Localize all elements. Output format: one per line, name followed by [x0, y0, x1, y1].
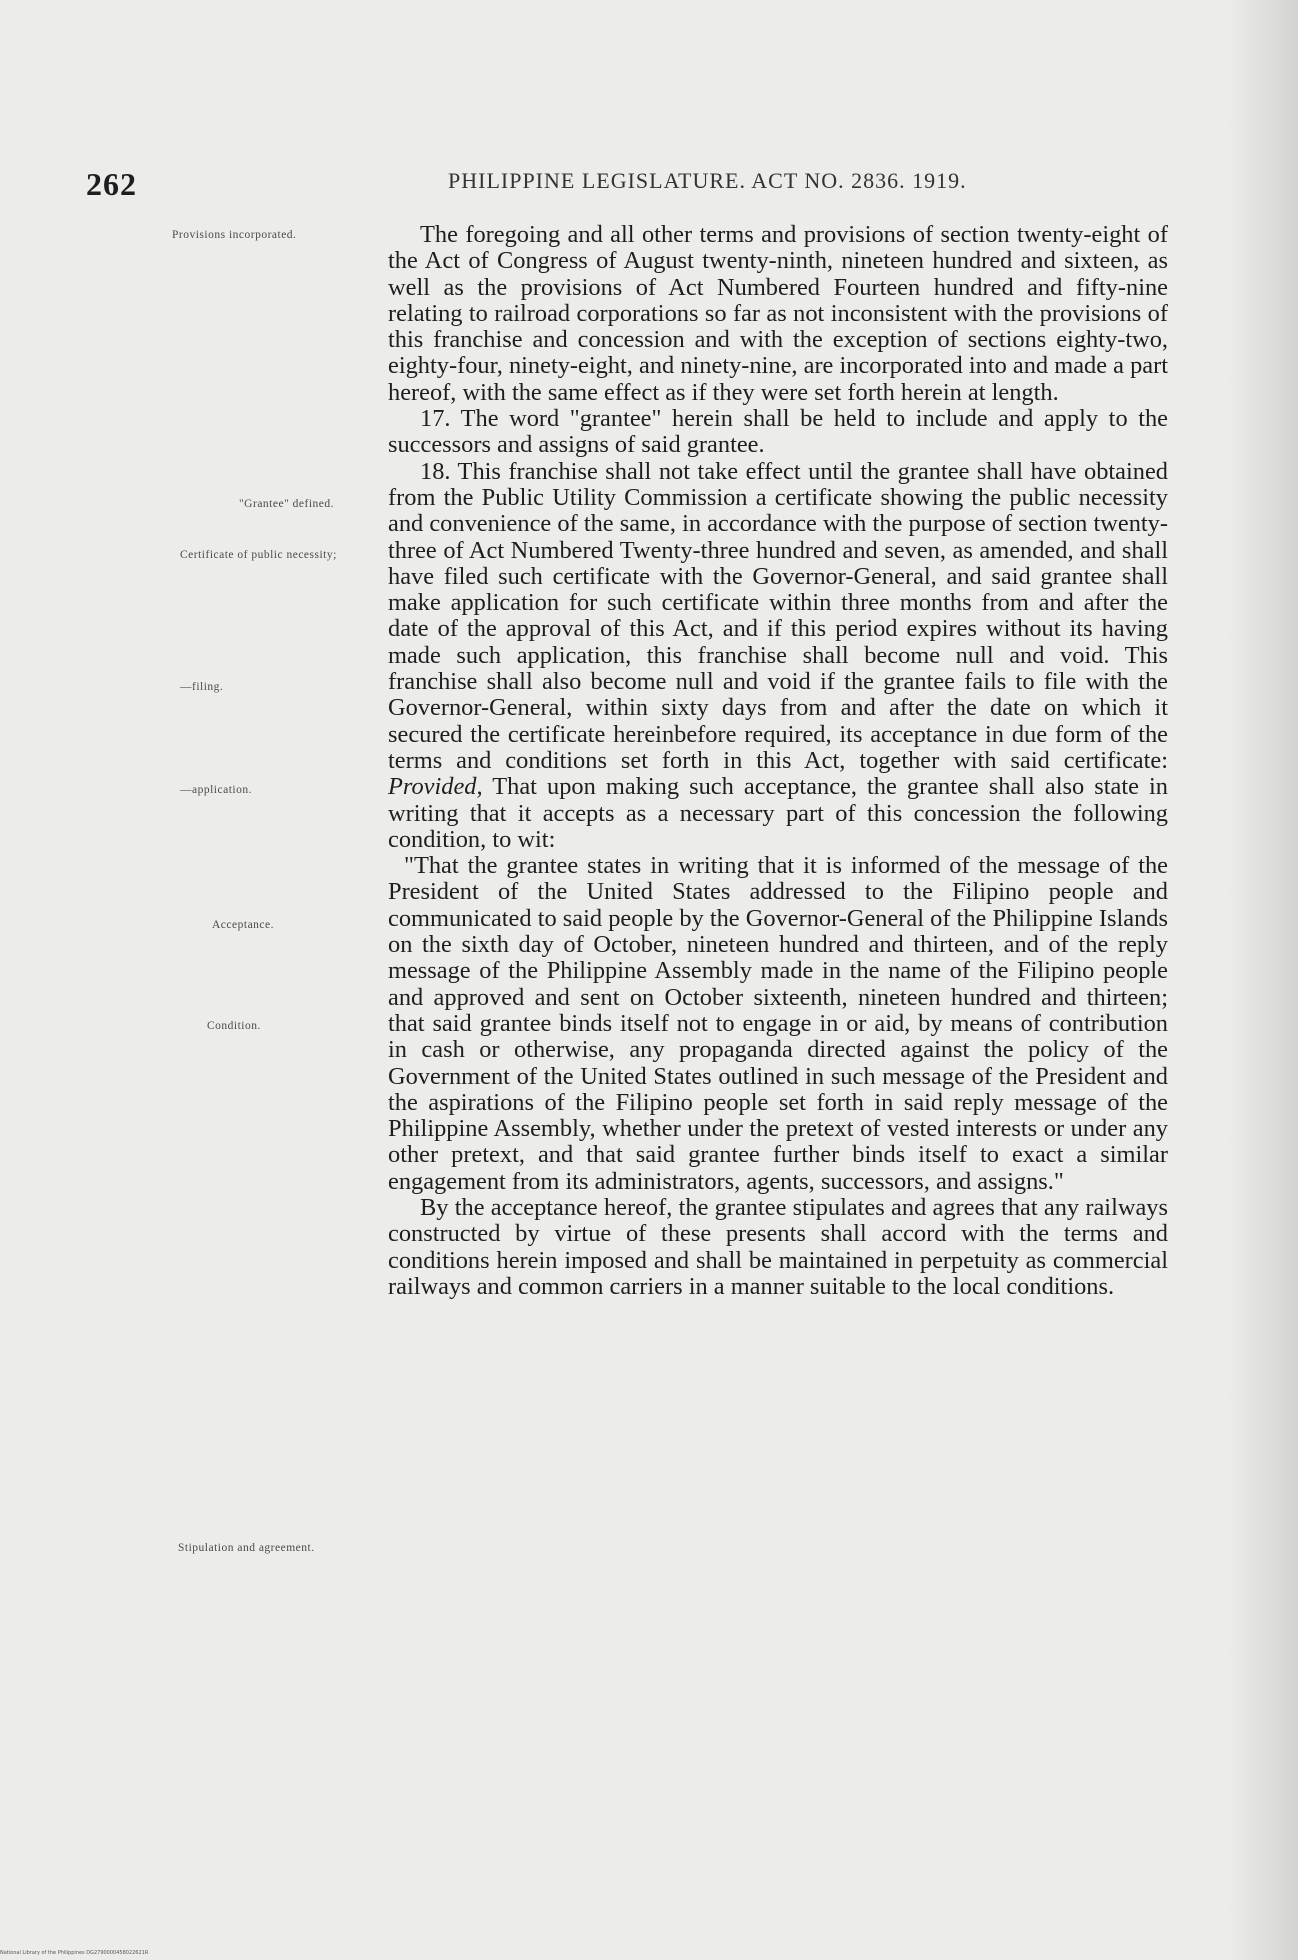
section-18-proviso: That upon making such acceptance, the grantee shall also state in writing that it accepts as a necessary part of this concession the following condition, to wit:: [388, 773, 1168, 853]
section-18-text: 18. This franchise shall not take effect until the grantee shall have obtained from the Public Utility Commission a certificate showing the public necessity and convenience of the same, in accordance with the purpose of section twenty-three of Act Numbered Twenty-three hundred and seven, as amended, and shall have filed such certificate with the Governor-General, and said grantee shall make application for such certificate within three months from and after the date of the approval of this Act, and if this period expires without its having made such application, this franchise shall become null and void. This franchise shall also become null and void if the grantee fails to file with the Governor-General, within sixty days from and after the date on which it secured the certificate hereinbefore required, its acceptance in due form of the terms and conditions set forth in this Act, together with said certificate:: [388, 457, 1168, 774]
running-head: PHILIPPINE LEGISLATURE. ACT NO. 2836. 1919.: [448, 168, 967, 193]
page-number: 262: [86, 166, 137, 202]
scan-edge-shadow: [1228, 0, 1298, 1960]
act-body-text: [388, 222, 1168, 1300]
margin-note-stipulation: Stipulation and agreement.: [178, 1542, 315, 1554]
paragraph-stipulation: By the acceptance hereof, the grantee stipulates and agrees that any railways constructed by virtue of these presents shall accord with the terms and conditions herein imposed and shall be maintained in perpetuity as commercial railways and common carriers in a manner suitable to the local conditions.: [388, 1193, 1168, 1300]
margin-note-application: —application.: [180, 784, 252, 796]
margin-note-filing: —filing.: [180, 681, 224, 693]
paragraph-condition-quote: "That the grantee states in writing that it is informed of the message of the President of the United States addressed to the Filipino people and communicated to said people by the Governor-General of the Philippine Islands on the sixth day of October, nineteen hundred and thirteen, and of the reply message of the Philippine Assembly made in the name of the Filipino people and approved and sent on October sixteenth, nineteen hundred and thirteen; that said grantee binds itself not to engage in or aid, by means of contribution in cash or otherwise, any propaganda directed against the policy of the Government of the United States outlined in such message of the President and the aspirations of the Filipino people set forth in said reply message of the Philippine Assembly, whether under the pretext of vested interests or under any other pretext, and that said grantee further binds itself to exact a similar engagement from its administrators, agents, successors, and assigns.": [388, 852, 1168, 1195]
margin-note-grantee-defined: "Grantee" defined.: [238, 498, 334, 510]
paragraph-provisions: The foregoing and all other terms and provisions of section twenty-eight of the Act of Congress of August twenty-ninth, nineteen hundred and sixteen, as well as the provisions of Act Numbered Fourteen hundred and fifty-nine relating to railroad corporations so far as not inconsistent with the provisions of this franchise and concession and with the exception of sections eighty-two, eighty-four, ninety-eight, and ninety-nine, are incorporated into and made a part hereof, with the same effect as if they were set forth herein at length.: [388, 221, 1168, 406]
paragraph-section-18: [388, 459, 1168, 853]
margin-note-acceptance: Acceptance.: [212, 919, 275, 931]
scan-footer-tag: National Library of the Philippines DG2790000458022621R: [0, 1950, 149, 1956]
margin-note-provisions: Provisions incorporated.: [172, 229, 297, 241]
paragraph-section-17: 17. The word "grantee" herein shall be held to include and apply to the successors and assigns of said grantee.: [388, 405, 1168, 459]
provided-italic: Provided,: [388, 773, 483, 801]
margin-note-condition: Condition.: [207, 1020, 261, 1032]
margin-note-certificate: Certificate of public necessity;: [180, 549, 337, 561]
